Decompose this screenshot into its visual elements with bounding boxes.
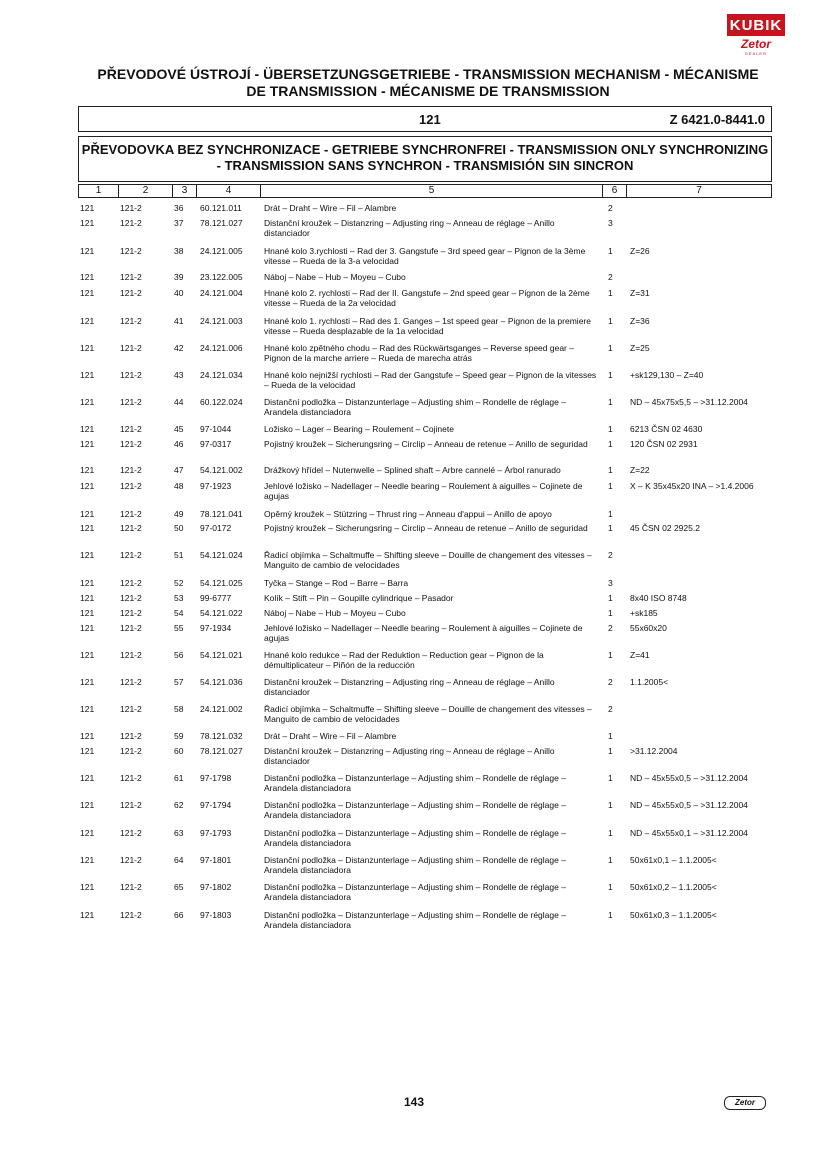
cell-c6: 3 [608,218,613,228]
cell-c6: 1 [608,509,613,519]
cell-c1: 121 [80,465,95,475]
cell-c7: >31.12.2004 [630,746,678,756]
cell-c6: 1 [608,746,613,756]
cell-c3: 42 [174,343,184,353]
column-header-row [78,184,772,198]
cell-c4: 97-1923 [200,481,232,491]
cell-c5: Ložisko – Lager – Bearing – Roulement – Cojinete [264,424,454,434]
cell-c2: 121-2 [120,773,142,783]
cell-c2: 121-2 [120,218,142,228]
cell-c7: Z=31 [630,288,650,298]
cell-c3: 64 [174,855,184,865]
cell-c6: 1 [608,439,613,449]
cell-c4: 97-1798 [200,773,232,783]
cell-c7: Z=41 [630,650,650,660]
cell-c7: Z=25 [630,343,650,353]
cell-c2: 121-2 [120,704,142,714]
cell-c3: 56 [174,650,184,660]
cell-c1: 121 [80,608,95,618]
cell-c1: 121 [80,397,95,407]
cell-c3: 50 [174,523,184,533]
cell-c1: 121 [80,882,95,892]
column-header: 6 [603,185,627,197]
cell-c1: 121 [80,424,95,434]
cell-c1: 121 [80,828,95,838]
cell-c4: 97-1934 [200,623,232,633]
cell-c4: 99-6777 [200,593,232,603]
cell-c3: 41 [174,316,184,326]
cell-c2: 121-2 [120,465,142,475]
cell-c2: 121-2 [120,731,142,741]
cell-c1: 121 [80,773,95,783]
cell-c3: 39 [174,272,184,282]
cell-c6: 2 [608,623,613,633]
cell-c2: 121-2 [120,288,142,298]
cell-c7: +sk129,130 – Z=40 [630,370,704,380]
cell-c1: 121 [80,439,95,449]
cell-c5: Drát – Draht – Wire – Fil – Alambre [264,731,397,741]
cell-c2: 121-2 [120,800,142,810]
cell-c2: 121-2 [120,746,142,756]
group-header [78,106,772,132]
cell-c6: 1 [608,343,613,353]
cell-c5: Náboj – Nabe – Hub – Moyeu – Cubo [264,608,406,618]
cell-c4: 97-0317 [200,439,232,449]
cell-c1: 121 [80,288,95,298]
cell-c7: 50x61x0,2 – 1.1.2005< [630,882,717,892]
cell-c5: Řadicí objímka – Schaltmuffe – Shifting sleeve – Douille de changement des vitesses – Manguito de cambio de velocidades [264,550,592,570]
cell-c2: 121-2 [120,481,142,491]
cell-c4: 24.121.005 [200,246,243,256]
cell-c5: Distanční podložka – Distanzunterlage – Adjusting shim – Rondelle de réglage – Arandela distanciadora [264,855,566,875]
cell-c7: 50x61x0,1 – 1.1.2005< [630,855,717,865]
cell-c2: 121-2 [120,272,142,282]
cell-c2: 121-2 [120,677,142,687]
cell-c7: Z=22 [630,465,650,475]
cell-c3: 37 [174,218,184,228]
cell-c1: 121 [80,370,95,380]
cell-c4: 54.121.036 [200,677,243,687]
cell-c2: 121-2 [120,623,142,633]
cell-c6: 1 [608,773,613,783]
cell-c5: Tyčka – Stange – Rod – Barre – Barra [264,578,409,588]
page-number: 143 [404,1095,425,1109]
cell-c5: Hnané kolo zpětného chodu – Rad des Rückwärtsganges – Reverse speed gear – Pignon de la marche arriere – Rueda de marecha atrás [264,343,574,363]
cell-c5: Drát – Draht – Wire – Fil – Alambre [264,203,397,213]
cell-c6: 1 [608,424,613,434]
cell-c2: 121-2 [120,650,142,660]
cell-c6: 1 [608,731,613,741]
cell-c5: Distanční kroužek – Distanzring – Adjusting ring – Anneau de réglage – Anillo distanciador [264,746,555,766]
cell-c3: 46 [174,439,184,449]
cell-c4: 97-1802 [200,882,232,892]
cell-c6: 1 [608,593,613,603]
cell-c7: Z=36 [630,316,650,326]
cell-c1: 121 [80,509,95,519]
cell-c6: 1 [608,828,613,838]
cell-c3: 63 [174,828,184,838]
zetor-logo-text: Zetor [741,37,771,51]
column-header: 7 [696,185,702,196]
cell-c1: 121 [80,481,95,491]
cell-c1: 121 [80,218,95,228]
cell-c2: 121-2 [120,608,142,618]
cell-c3: 40 [174,288,184,298]
cell-c1: 121 [80,246,95,256]
cell-c7: 8x40 ISO 8748 [630,593,687,603]
cell-c6: 1 [608,650,613,660]
cell-c1: 121 [80,578,95,588]
cell-c4: 54.121.022 [200,608,243,618]
cell-c4: 97-1044 [200,424,232,434]
cell-c6: 1 [608,246,613,256]
cell-c4: 54.121.021 [200,650,243,660]
cell-c3: 61 [174,773,184,783]
cell-c2: 121-2 [120,439,142,449]
cell-c3: 53 [174,593,184,603]
kubik-logo-text: KUBIK [727,14,785,36]
cell-c2: 121-2 [120,424,142,434]
cell-c5: Distanční kroužek – Distanzring – Adjusting ring – Anneau de réglage – Anillo distanciador [264,677,555,697]
cell-c3: 60 [174,746,184,756]
cell-c4: 97-1794 [200,800,232,810]
cell-c4: 24.121.034 [200,370,243,380]
cell-c2: 121-2 [120,593,142,603]
cell-c3: 58 [174,704,184,714]
cell-c7: X – K 35x45x20 INA – >1.4.2006 [630,481,754,491]
cell-c4: 54.121.024 [200,550,243,560]
cell-c4: 78.121.041 [200,509,243,519]
cell-c6: 2 [608,550,613,560]
cell-c1: 121 [80,272,95,282]
cell-c6: 1 [608,523,613,533]
cell-c1: 121 [80,704,95,714]
cell-c5: Řadicí objímka – Schaltmuffe – Shifting sleeve – Douille de changement des vitesses – Manguito de cambio de velocidades [264,704,592,724]
cell-c2: 121-2 [120,203,142,213]
kubik-zetor-logo [727,14,785,56]
cell-c3: 62 [174,800,184,810]
cell-c4: 97-0172 [200,523,232,533]
cell-c2: 121-2 [120,397,142,407]
cell-c2: 121-2 [120,550,142,560]
cell-c5: Hnané kolo redukce – Rad der Reduktion – Reduction gear – Pignon de la démultiplicateur – Piñón de la reducción [264,650,544,670]
zetor-footer-logo: Zetor [724,1096,766,1110]
cell-c1: 121 [80,203,95,213]
cell-c2: 121-2 [120,910,142,920]
cell-c5: Hnané kolo 1. rychlosti – Rad des 1. Ganges – 1st speed gear – Pignon de la premiere vitesse – Rueda desplazable de la 1a velocidad [264,316,591,336]
cell-c6: 1 [608,465,613,475]
cell-c6: 1 [608,316,613,326]
cell-c4: 78.121.027 [200,746,243,756]
cell-c7: ND – 45x55x0,1 – >31.12.2004 [630,828,748,838]
cell-c5: Kolík – Stift – Pin – Goupille cylindrique – Pasador [264,593,454,603]
cell-c2: 121-2 [120,855,142,865]
cell-c1: 121 [80,623,95,633]
cell-c7: ND – 45x55x0,5 – >31.12.2004 [630,773,748,783]
cell-c6: 1 [608,608,613,618]
column-header: 3 [173,185,197,197]
cell-c3: 65 [174,882,184,892]
cell-c6: 1 [608,481,613,491]
cell-c4: 24.121.003 [200,316,243,326]
column-header: 2 [119,185,173,197]
cell-c3: 51 [174,550,184,560]
cell-c5: Hnané kolo 2. rychlosti – Rad der II. Gangstufe – 2nd speed gear – Pignon de la 2ème vitesse – Rueda de la 2a velocidad [264,288,590,308]
cell-c6: 1 [608,288,613,298]
cell-c4: 54.121.025 [200,578,243,588]
cell-c4: 24.121.002 [200,704,243,714]
cell-c1: 121 [80,731,95,741]
cell-c4: 24.121.006 [200,343,243,353]
cell-c4: 97-1793 [200,828,232,838]
cell-c1: 121 [80,550,95,560]
cell-c5: Hnané kolo nejnižší rychlosti – Rad der Gangstufe – Speed gear – Pignon de la vitesses – Rueda de la velocidad [264,370,597,390]
cell-c3: 48 [174,481,184,491]
cell-c7: 1.1.2005< [630,677,669,687]
cell-c1: 121 [80,343,95,353]
cell-c4: 54.121.002 [200,465,243,475]
cell-c7: Z=26 [630,246,650,256]
cell-c4: 23.122.005 [200,272,243,282]
cell-c3: 38 [174,246,184,256]
cell-c3: 57 [174,677,184,687]
cell-c1: 121 [80,746,95,756]
cell-c7: ND – 45x55x0,5 – >31.12.2004 [630,800,748,810]
cell-c3: 44 [174,397,184,407]
cell-c5: Opěrný kroužek – Stützring – Thrust ring – Anneau d'appui – Anillo de apoyo [264,509,552,519]
cell-c2: 121-2 [120,828,142,838]
cell-c4: 60.122.024 [200,397,243,407]
cell-c6: 2 [608,704,613,714]
cell-c3: 47 [174,465,184,475]
cell-c7: 45 ČSN 02 2925.2 [630,523,700,533]
column-header: 5 [261,185,603,197]
cell-c5: Distanční podložka – Distanzunterlage – Adjusting shim – Rondelle de réglage – Arandela distanciadora [264,910,566,930]
cell-c6: 1 [608,882,613,892]
cell-c1: 121 [80,677,95,687]
section-subtitle: PŘEVODOVKA BEZ SYNCHRONIZACE - GETRIEBE SYNCHRONFREI - TRANSMISSION ONLY SYNCHRONIZING - TRANSMISSION SANS SYNCHRON - TRANSMISIÓN SIN SINCRON [78,136,772,182]
cell-c4: 60.121.011 [200,203,242,213]
cell-c5: Drážkový hřídel – Nutenwelle – Splined shaft – Arbre cannelé – Árbol ranurado [264,465,561,475]
cell-c4: 97-1801 [200,855,232,865]
cell-c6: 1 [608,397,613,407]
cell-c6: 1 [608,370,613,380]
cell-c3: 45 [174,424,184,434]
cell-c3: 54 [174,608,184,618]
cell-c2: 121-2 [120,578,142,588]
cell-c1: 121 [80,800,95,810]
cell-c5: Distanční podložka – Distanzunterlage – Adjusting shim – Rondelle de réglage – Arandela distanciadora [264,397,566,417]
cell-c5: Hnané kolo 3.rychlosti – Rad der 3. Gangstufe – 3rd speed gear – Pignon de la 3ème vitesse – Rueda de la 3-a velocidad [264,246,586,266]
cell-c7: 50x61x0,3 – 1.1.2005< [630,910,717,920]
cell-c5: Jehlové ložisko – Nadellager – Needle bearing – Roulement à aiguilles – Cojinete de agujas [264,623,583,643]
cell-c7: ND – 45x75x5,5 – >31.12.2004 [630,397,748,407]
group-code: 121 [419,112,441,127]
cell-c3: 43 [174,370,184,380]
cell-c5: Jehlové ložisko – Nadellager – Needle bearing – Roulement à aiguilles – Cojinete de agujas [264,481,583,501]
cell-c7: 55x60x20 [630,623,667,633]
cell-c2: 121-2 [120,316,142,326]
cell-c6: 3 [608,578,613,588]
cell-c6: 1 [608,800,613,810]
cell-c7: 120 ČSN 02 2931 [630,439,698,449]
cell-c3: 55 [174,623,184,633]
cell-c5: Distanční podložka – Distanzunterlage – Adjusting shim – Rondelle de réglage – Arandela distanciadora [264,828,566,848]
cell-c1: 121 [80,523,95,533]
cell-c5: Distanční podložka – Distanzunterlage – Adjusting shim – Rondelle de réglage – Arandela distanciadora [264,800,566,820]
cell-c4: 24.121.004 [200,288,243,298]
cell-c2: 121-2 [120,509,142,519]
model-range: Z 6421.0-8441.0 [669,112,765,127]
cell-c5: Pojistný kroužek – Sicherungsring – Circlip – Anneau de retenue – Anillo de seguridad [264,523,588,533]
cell-c1: 121 [80,910,95,920]
cell-c5: Distanční kroužek – Distanzring – Adjusting ring – Anneau de réglage – Anillo distanciador [264,218,555,238]
cell-c6: 1 [608,910,613,920]
cell-c2: 121-2 [120,370,142,380]
cell-c5: Distanční podložka – Distanzunterlage – Adjusting shim – Rondelle de réglage – Arandela distanciadora [264,773,566,793]
cell-c2: 121-2 [120,246,142,256]
cell-c3: 36 [174,203,184,213]
page-title: PŘEVODOVÉ ÚSTROJÍ - ÜBERSETZUNGSGETRIEBE - TRANSMISSION MECHANISM - MÉCANISME DE TRANSMISSION - MÉCANISME DE TRANSMISSION [97,66,759,99]
cell-c1: 121 [80,650,95,660]
cell-c1: 121 [80,855,95,865]
cell-c4: 78.121.032 [200,731,243,741]
dealer-text: DEALER [744,51,767,56]
cell-c3: 59 [174,731,184,741]
cell-c3: 49 [174,509,184,519]
cell-c4: 78.121.027 [200,218,243,228]
cell-c6: 2 [608,677,613,687]
cell-c3: 66 [174,910,184,920]
cell-c5: Pojistný kroužek – Sicherungsring – Circlip – Anneau de retenue – Anillo de seguridad [264,439,588,449]
cell-c7: 6213 ČSN 02 4630 [630,424,703,434]
cell-c4: 97-1803 [200,910,232,920]
cell-c2: 121-2 [120,523,142,533]
cell-c1: 121 [80,593,95,603]
column-header: 1 [79,185,119,197]
column-header: 4 [197,185,261,197]
cell-c6: 2 [608,272,613,282]
cell-c5: Distanční podložka – Distanzunterlage – Adjusting shim – Rondelle de réglage – Arandela distanciadora [264,882,566,902]
cell-c7: +sk185 [630,608,658,618]
cell-c6: 1 [608,855,613,865]
cell-c2: 121-2 [120,882,142,892]
cell-c5: Náboj – Nabe – Hub – Moyeu – Cubo [264,272,406,282]
cell-c3: 52 [174,578,184,588]
cell-c2: 121-2 [120,343,142,353]
cell-c1: 121 [80,316,95,326]
cell-c6: 2 [608,203,613,213]
